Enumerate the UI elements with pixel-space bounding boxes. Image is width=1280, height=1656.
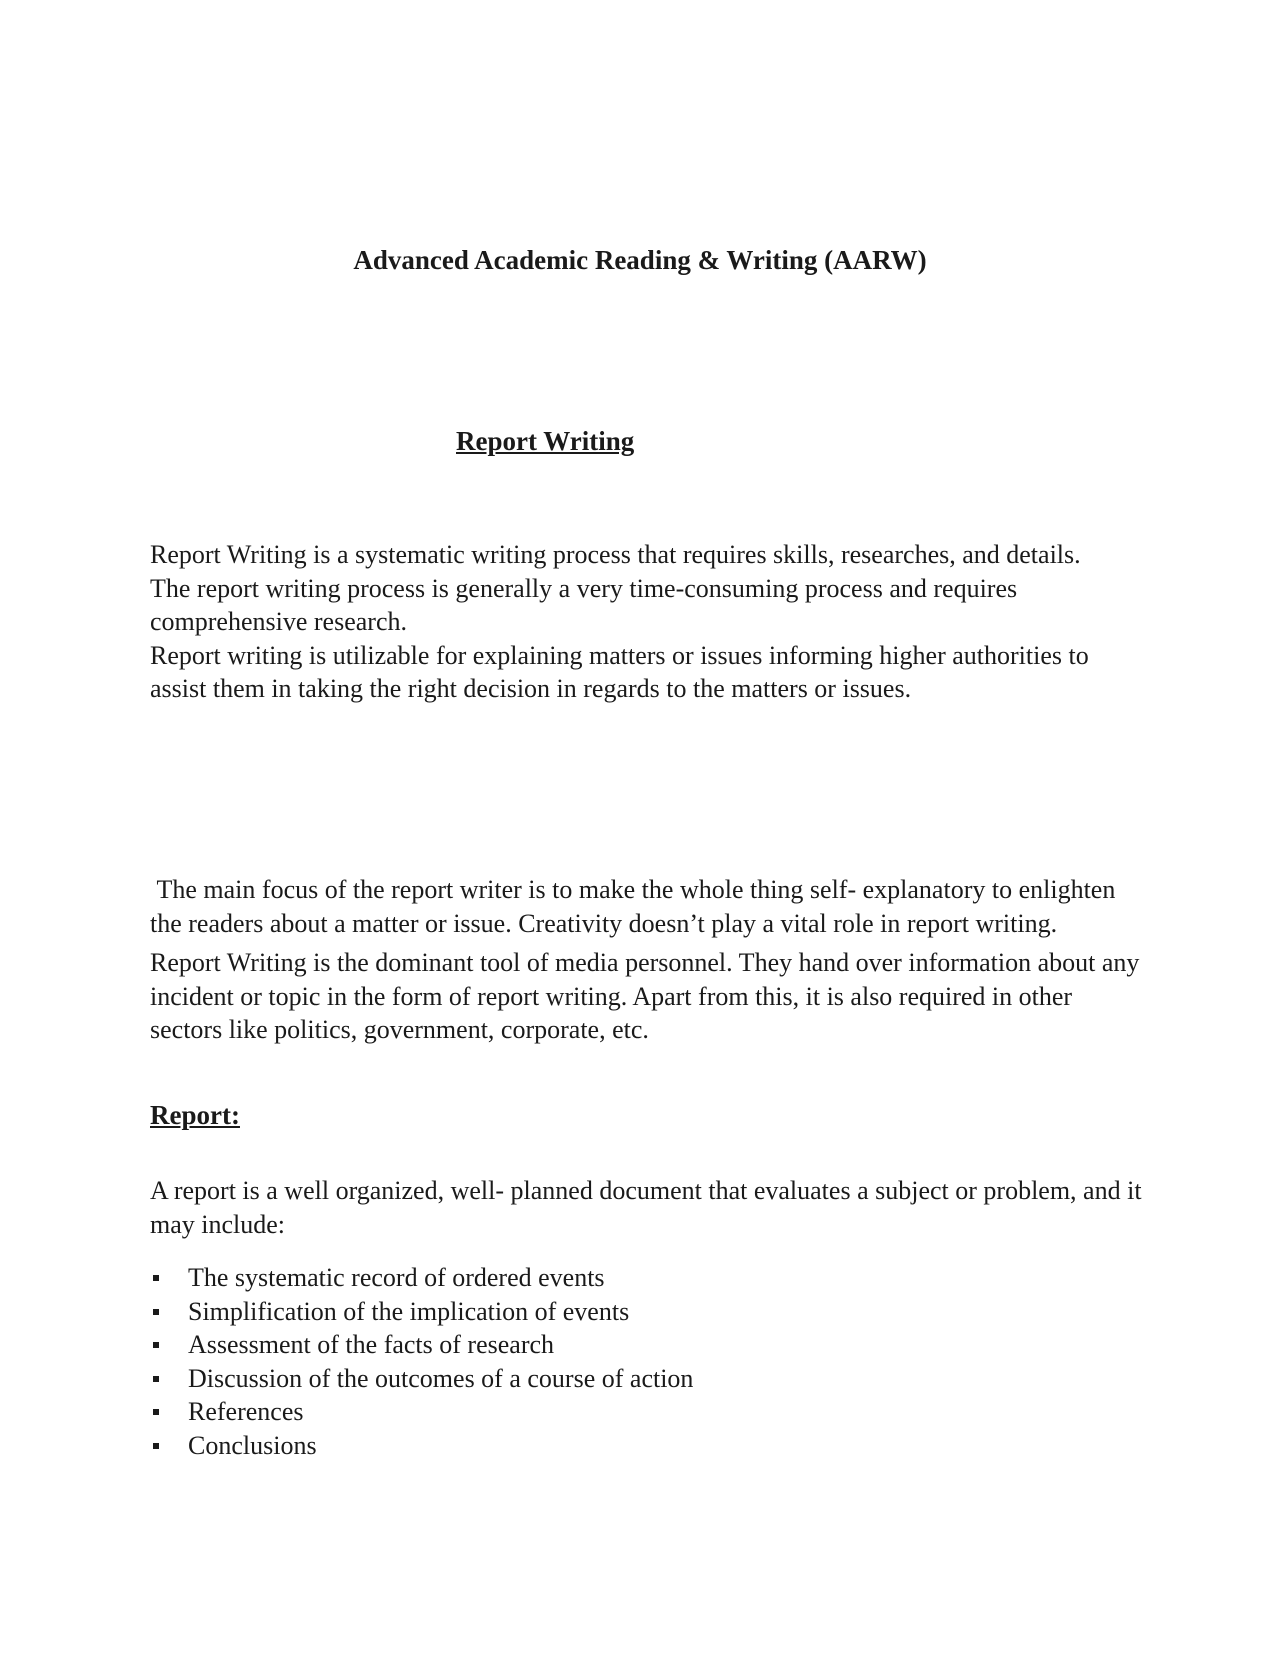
bullet-icon	[153, 1409, 159, 1415]
bullet-icon	[153, 1443, 159, 1449]
list-item	[150, 1261, 693, 1295]
list-item	[150, 1295, 693, 1329]
report-definition-block	[150, 1174, 1150, 1241]
intro-block	[150, 538, 1150, 706]
list-item-text: Conclusions	[188, 1430, 317, 1460]
report-definition: A report is a well organized, well- planned document that evaluates a subject or problem, and it may include:	[150, 1176, 1142, 1239]
list-item	[150, 1429, 693, 1463]
media-paragraph: Report Writing is the dominant tool of media personnel. They hand over information about any incident or topic in the form of report writing. Apart from this, it is also required in other sectors like politics, government, corporate, etc.	[150, 948, 1140, 1045]
bullet-icon	[153, 1275, 159, 1281]
list-item-text: The systematic record of ordered events	[188, 1263, 605, 1292]
list-item-text: References	[188, 1397, 304, 1427]
list-item-text: Assessment of the facts of research	[188, 1330, 555, 1360]
bullet-icon	[153, 1309, 159, 1315]
media-block	[150, 946, 1150, 1047]
list-item-text: Discussion of the outcomes of a course of action	[188, 1363, 694, 1393]
document-title: Advanced Academic Reading & Writing (AARW)	[353, 245, 927, 275]
report-items-list	[150, 1261, 693, 1463]
bullet-icon	[153, 1376, 159, 1382]
intro-paragraph: Report Writing is a systematic writing process that requires skills, researches, and details.	[150, 540, 1081, 569]
list-item	[150, 1328, 693, 1362]
intro-paragraph: Report writing is utilizable for explaining matters or issues informing higher authorities to assist them in taking the right decision in regards to the matters or issues.	[150, 640, 1089, 704]
intro-paragraph: The report writing process is generally a very time-consuming process and requires comprehensive research.	[150, 573, 1018, 637]
list-item	[150, 1395, 693, 1429]
section-title-report-writing: Report Writing	[456, 426, 635, 456]
focus-paragraph: The main focus of the report writer is to make the whole thing self- explanatory to enlighten the readers about a matter or issue. Creativity doesn’t play a vital role in report writing.	[150, 875, 1122, 938]
report-heading: Report:	[150, 1100, 240, 1130]
bullet-icon	[153, 1342, 159, 1348]
list-item	[150, 1362, 693, 1396]
list-item-text: Simplification of the implication of events	[188, 1296, 630, 1326]
